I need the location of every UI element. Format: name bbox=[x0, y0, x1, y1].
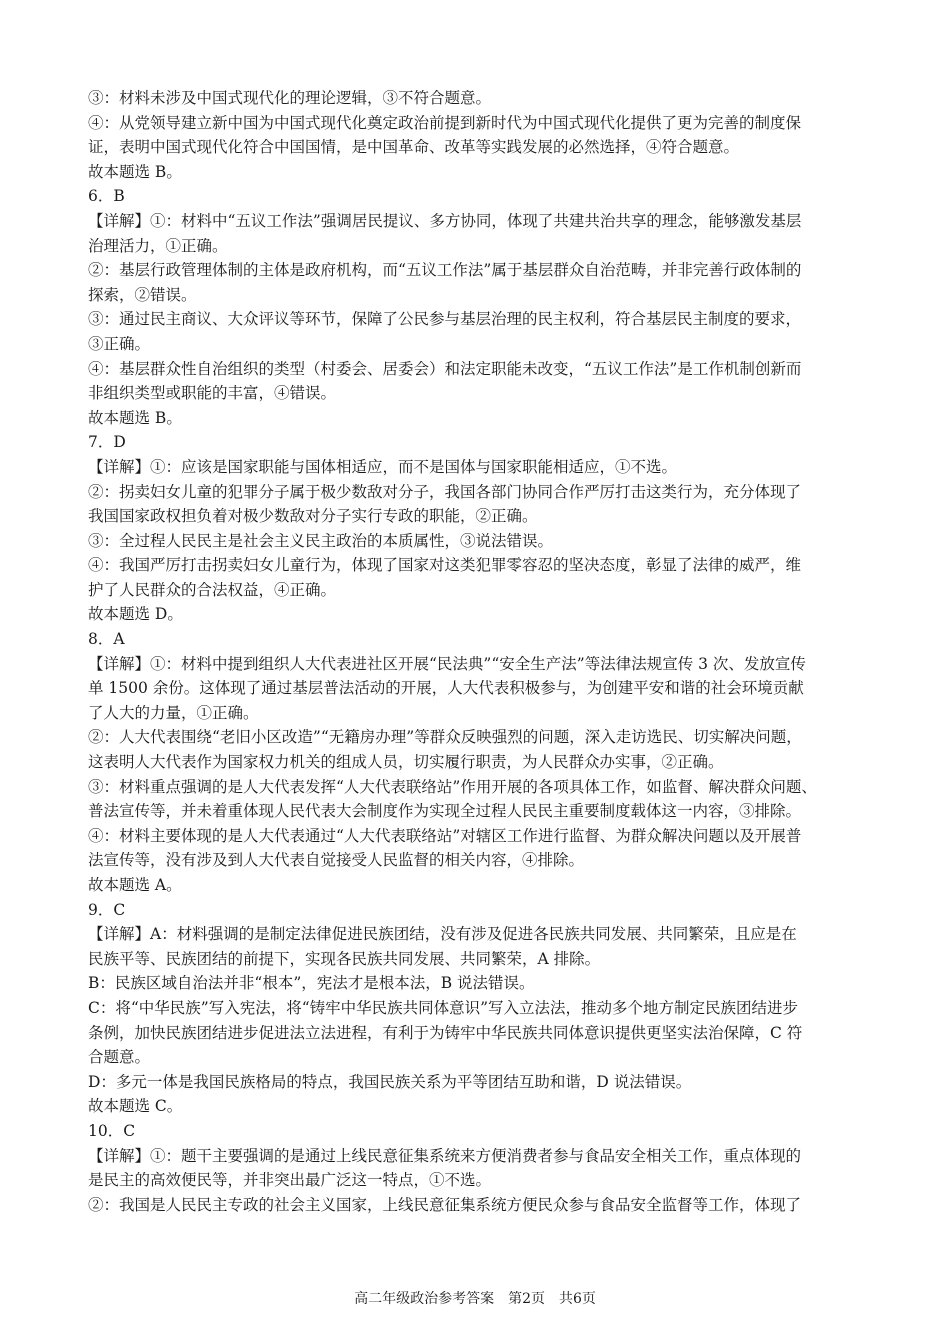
text-line: ④：从党领导建立新中国为中国式现代化奠定政治前提到新时代为中国式现代化提供了更为完善的制度保 bbox=[88, 113, 802, 132]
text-line: ②：我国是人民民主专政的社会主义国家，上线民意征集系统方便民众参与食品安全监督等工作，体现了 bbox=[88, 1195, 802, 1214]
text-line: ③：材料未涉及中国式现代化的理论逻辑，③不符合题意。 bbox=[88, 89, 492, 107]
text-line: 了人大的力量，①正确。 bbox=[88, 703, 259, 722]
text-line: 我国国家政权担负着对极少数敌对分子实行专政的职能，②正确。 bbox=[88, 507, 538, 526]
text-line: ④：我国严厉打击拐卖妇女儿童行为，体现了国家对这类犯罪零容忍的坚决态度，彰显了法律的威严，维 bbox=[88, 556, 802, 575]
text-line: 探索，②错误。 bbox=[88, 285, 197, 304]
text-line: 证，表明中国式现代化符合中国国情，是中国革命、改革等实践发展的必然选择，④符合题意。 bbox=[88, 138, 740, 157]
text-line: 条例，加快民族团结进步促进法立法进程，有利于为铸牢中华民族共同体意识提供更坚实法治保障，C 符 bbox=[88, 1023, 803, 1042]
text-line: 法宣传等，没有涉及到人大代表自觉接受人民监督的相关内容，④排除。 bbox=[88, 851, 585, 870]
text-line: ③：材料重点强调的是人大代表发挥“人大代表联络站”作用开展的各项具体工作，如监督、解决群众问题、 bbox=[88, 777, 817, 796]
text-line: 7．D bbox=[88, 433, 126, 452]
text-line: ②：拐卖妇女儿童的犯罪分子属于极少数敌对分子，我国各部门协同合作严厉打击这类行为，充分体现了 bbox=[88, 482, 802, 501]
text-line: 【详解】①：题干主要强调的是通过上线民意征集系统来方便消费者参与食品安全相关工作，重点体现的 bbox=[88, 1146, 802, 1165]
text-line: ③正确。 bbox=[88, 334, 151, 353]
text-line: 故本题选 D。 bbox=[88, 605, 183, 624]
text-line: 8．A bbox=[88, 630, 125, 649]
answer-page-body bbox=[88, 86, 878, 1217]
text-line: 普法宣传等，并未着重体现人民代表大会制度作为实现全过程人民民主重要制度载体这一内容，③排除。 bbox=[88, 802, 802, 821]
text-line: 故本题选 B。 bbox=[88, 162, 182, 181]
text-line: 单 1500 余份。这体现了通过基层普法活动的开展，人大代表积极参与，为创建平安和谐的社会环境贡献 bbox=[88, 679, 804, 698]
text-line: 10．C bbox=[88, 1121, 136, 1140]
text-line: C：将“中华民族”写入宪法，将“铸牢中华民族共同体意识”写入立法法，推动多个地方制定民族团结进步 bbox=[88, 998, 799, 1017]
text-line: 【详解】①：材料中提到组织人大代表进社区开展“民法典”“安全生产法”等法律法规宣传 3 次、发放宣传 bbox=[88, 654, 806, 673]
text-line: 【详解】①：应该是国家职能与国体相适应，而不是国体与国家职能相适应，①不选。 bbox=[88, 457, 678, 476]
text-line: 是民主的高效便民等，并非突出最广泛这一特点，①不选。 bbox=[88, 1171, 492, 1190]
text-line: 这表明人大代表作为国家权力机关的组成人员，切实履行职责，为人民群众办实事，②正确。 bbox=[88, 753, 724, 772]
text-line: 故本题选 C。 bbox=[88, 1097, 183, 1116]
text-line: 故本题选 A。 bbox=[88, 876, 182, 894]
text-line: ④：材料主要体现的是人大代表通过“人大代表联络站”对辖区工作进行监督、为群众解决问题以及开展普 bbox=[88, 826, 802, 845]
text-line: 合题意。 bbox=[88, 1048, 151, 1067]
text-line: ④：基层群众性自治组织的类型（村委会、居委会）和法定职能未改变，“五议工作法”是工作机制创新而 bbox=[88, 359, 802, 378]
text-line: 民族平等、民族团结的前提下，实现各民族共同发展、共同繁荣，A 排除。 bbox=[88, 949, 601, 968]
text-line: 【详解】A：材料强调的是制定法律促进民族团结，没有涉及促进各民族共同发展、共同繁荣，且应是在 bbox=[88, 925, 797, 944]
text-line: B：民族区域自治法并非“根本”，宪法才是根本法，B 说法错误。 bbox=[88, 974, 535, 993]
text-line: 【详解】①：材料中“五议工作法”强调居民提议、多方协同，体现了共建共治共享的理念，能够激发基层 bbox=[88, 211, 802, 230]
text-line: D：多元一体是我国民族格局的特点，我国民族关系为平等团结互助和谐，D 说法错误。 bbox=[88, 1072, 692, 1091]
text-line: ③：全过程人民民主是社会主义民主政治的本质属性，③说法错误。 bbox=[88, 531, 554, 550]
text-line: 9．C bbox=[88, 900, 126, 919]
text-line: 护了人民群众的合法权益，④正确。 bbox=[88, 580, 337, 599]
text-line: 非组织类型或职能的丰富，④错误。 bbox=[88, 384, 337, 403]
page-footer: 高二年级政治参考答案 第2页 共6页 bbox=[354, 1291, 596, 1307]
text-line: ②：人大代表围绕“老旧小区改造”“无籍房办理”等群众反映强烈的问题，深入走访选民、切实解决问题， bbox=[88, 728, 802, 747]
text-line: 故本题选 B。 bbox=[88, 408, 182, 427]
text-line: ②：基层行政管理体制的主体是政府机构，而“五议工作法”属于基层群众自治范畴，并非完善行政体制的 bbox=[88, 261, 802, 280]
text-line: 治理活力，①正确。 bbox=[88, 236, 228, 255]
text-line: 6．B bbox=[88, 187, 125, 206]
text-line: ③：通过民主商议、大众评议等环节，保障了公民参与基层治理的民主权利，符合基层民主制度的要求， bbox=[88, 310, 802, 329]
